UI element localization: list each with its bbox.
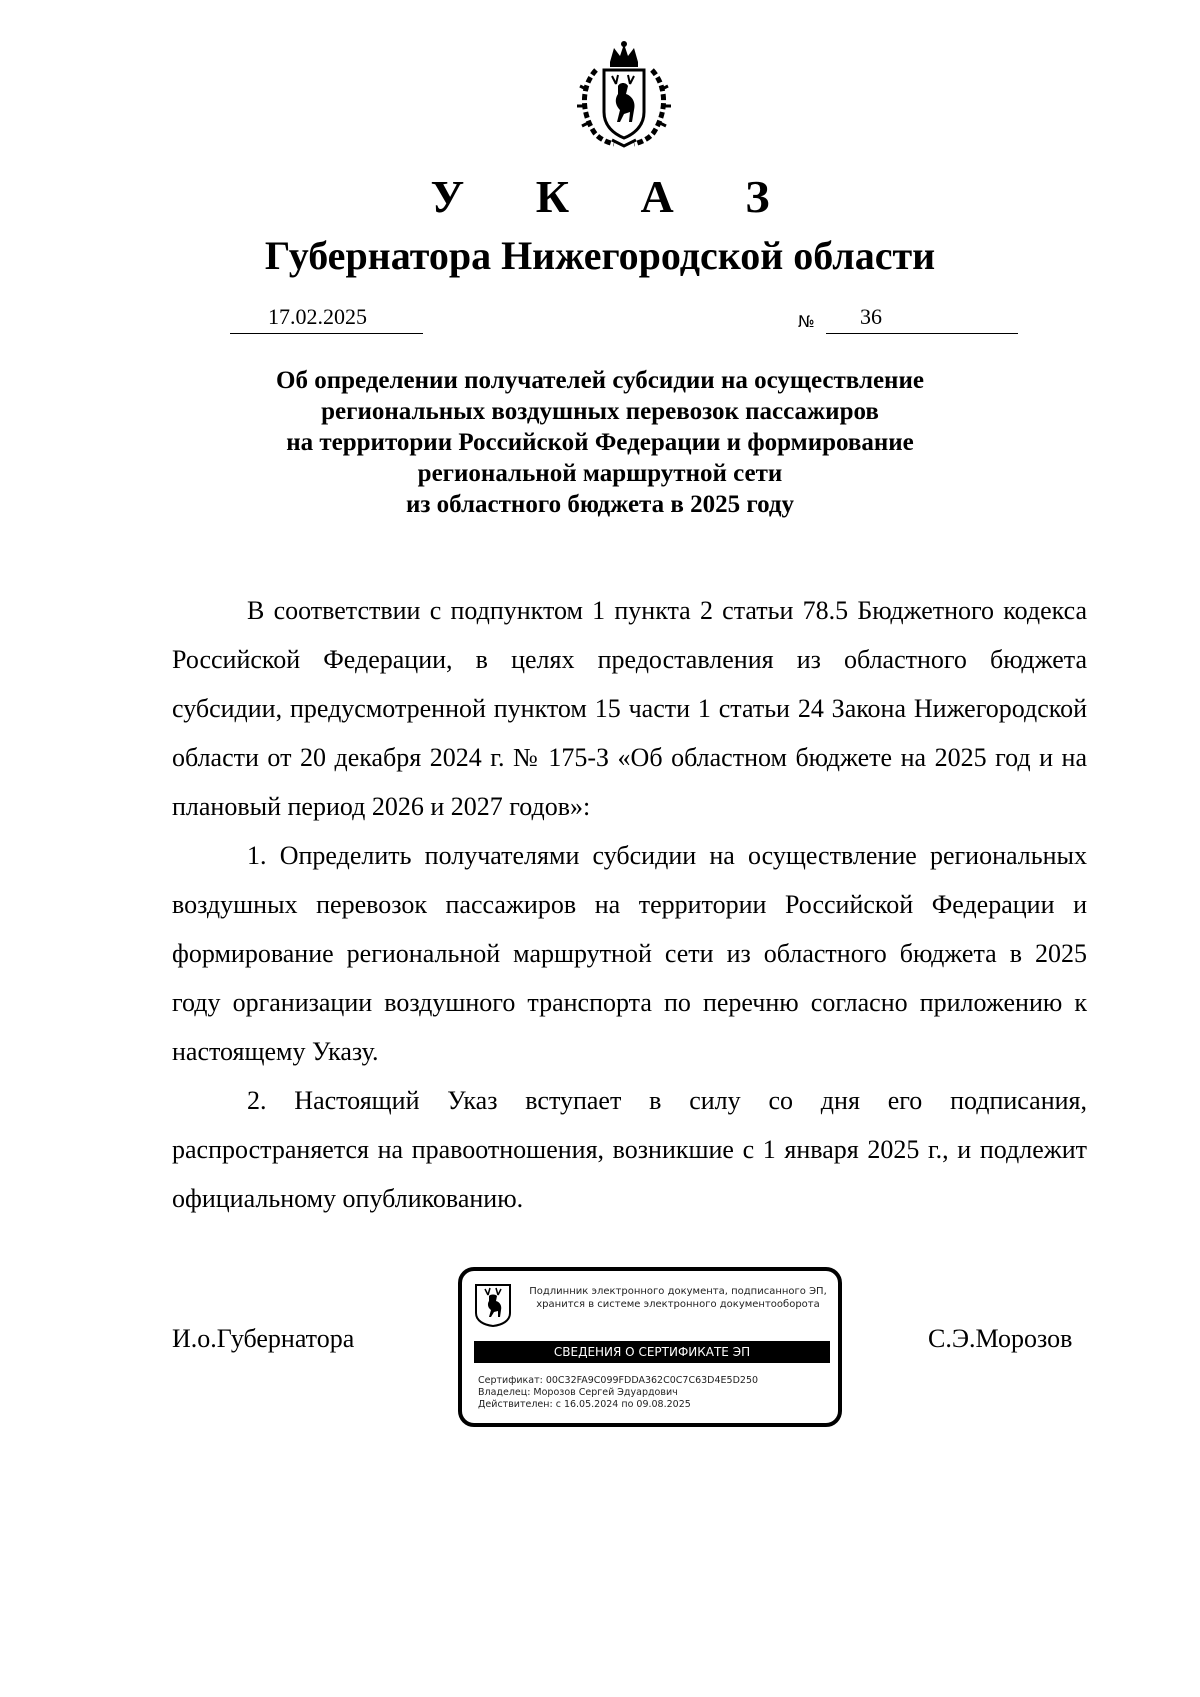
stamp-note — [518, 1285, 838, 1311]
heading-line: Об определении получателей субсидии на осуществление — [276, 367, 924, 394]
certificate-number: Сертификат: 00C32FA9C099FDDA362C0C7C63D4E5D250 — [478, 1375, 759, 1386]
document-date: 17.02.2025 — [268, 304, 367, 329]
item-2-paragraph: 2. Настоящий Указ вступает в силу со дня его подписания, распространяется на правоотношения, возникшие с 1 января 2025 г., и подлежит официальному опубликованию. — [172, 1086, 1087, 1213]
document-body — [172, 586, 1087, 1223]
number-label: № — [798, 312, 815, 331]
electronic-signature-stamp — [458, 1267, 842, 1427]
signatory-title: И.о.Губернатора — [172, 1324, 355, 1353]
heading-line: на территории Российской Федерации и формирование — [286, 429, 914, 456]
certificate-validity: Действителен: с 16.05.2024 по 09.08.2025 — [478, 1399, 691, 1410]
preamble-paragraph: В соответствии с подпунктом 1 пункта 2 статьи 78.5 Бюджетного кодекса Российской Федерации, в целях предоставления из областного бюджета субсидии, предусмотренной пунктом 15 части 1 статьи 24 Закона Нижегородской области от 20 декабря 2024 г. № 175-З «Об областном бюджете на 2025 год и на плановый период 2026 и 2027 годов»: — [172, 596, 1087, 821]
heading-line: из областного бюджета в 2025 году — [405, 491, 795, 518]
certificate-owner: Владелец: Морозов Сергей Эдуардович — [478, 1387, 678, 1398]
heading-line: региональной маршрутной сети — [417, 460, 783, 487]
document-number: 36 — [860, 304, 882, 329]
document-type-title: У К А З — [430, 171, 800, 222]
stamp-note-line: хранится в системе электронного документооборота — [536, 1299, 820, 1310]
stamp-deer-emblem — [474, 1283, 512, 1327]
issuer-title: Губернатора Нижегородской области — [264, 233, 936, 278]
date-field — [230, 303, 423, 334]
coat-of-arms-emblem — [566, 40, 682, 150]
item-1-paragraph: 1. Определить получателями субсидии на осуществление региональных воздушных перевозок пассажиров на территории Российской Федерации и формирование региональной маршрутной сети из областного бюджета в 2025 году организации воздушного транспорта по перечню согласно приложению к настоящему Указу. — [172, 841, 1087, 1066]
signatory-name: С.Э.Морозов — [928, 1324, 1073, 1353]
heading-line: региональных воздушных перевозок пассажиров — [321, 398, 879, 425]
stamp-banner: СВЕДЕНИЯ О СЕРТИФИКАТЕ ЭП — [474, 1341, 830, 1363]
stamp-note-line: Подлинник электронного документа, подписанного ЭП, — [529, 1286, 827, 1297]
stamp-certificate-info — [478, 1375, 758, 1411]
number-field — [826, 303, 1018, 334]
document-heading — [150, 365, 1050, 520]
